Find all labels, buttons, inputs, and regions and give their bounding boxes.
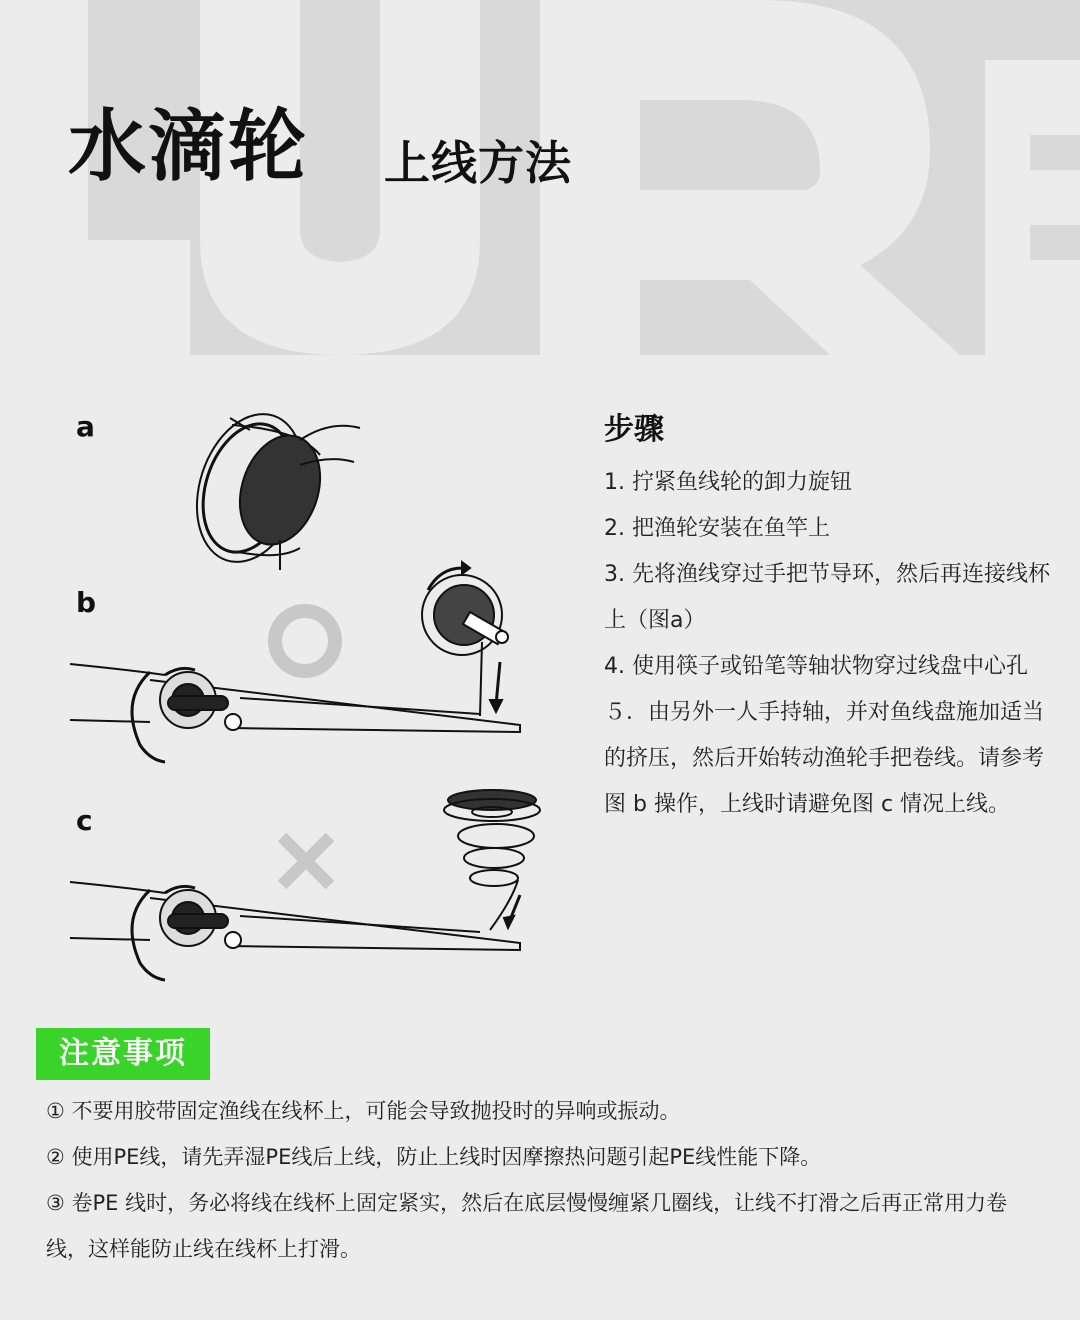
notes-section (46, 1088, 1046, 1272)
wrong-mark-icon (282, 837, 330, 885)
step-item-2: 2. 把渔轮安装在鱼竿上 (604, 516, 830, 541)
step-item-5: ５．由另外一人手持轴，并对鱼线盘施加适当的挤压，然后开始转动渔轮手把卷线。请参考图 b 操作，上线时请避免图 c 情况上线。 (604, 700, 1045, 817)
figure-label-a: a (76, 410, 95, 443)
figure-c-spool-flat-illustration (70, 790, 540, 980)
steps-section (604, 410, 1064, 828)
note-item-3: ③ 卷PE 线时，务必将线在线杯上固定紧实，然后在底层慢慢缠紧几圈线，让线不打滑之后再正常用力卷线，这样能防止线在线杯上打滑。 (46, 1191, 1008, 1261)
step-item-4: 4. 使用筷子或铅笔等轴状物穿过线盘中心孔 (604, 654, 1028, 679)
figure-label-c: c (76, 804, 93, 837)
header-banner (0, 0, 1080, 355)
notes-heading-badge: 注意事项 (36, 1028, 210, 1080)
correct-mark-icon (275, 611, 335, 671)
spooling-illustrations (0, 380, 560, 1000)
figure-a-spool-illustration (179, 400, 360, 575)
step-item-1: 1. 拧紧鱼线轮的卸力旋钮 (604, 470, 852, 495)
page-title: 水滴轮 (68, 102, 309, 192)
note-item-2: ② 使用PE线，请先弄湿PE线后上线，防止上线时因摩擦热问题引起PE线性能下降。 (46, 1145, 822, 1169)
step-item-3: 3. 先将渔线穿过手把节导环，然后再连接线杯上（图a） (604, 562, 1050, 633)
figure-label-b: b (76, 586, 97, 619)
page-subtitle: 上线方法 (384, 136, 572, 190)
steps-heading: 步骤 (604, 412, 664, 447)
note-item-1: ① 不要用胶带固定渔线在线杯上，可能会导致抛投时的异响或振动。 (46, 1099, 681, 1123)
